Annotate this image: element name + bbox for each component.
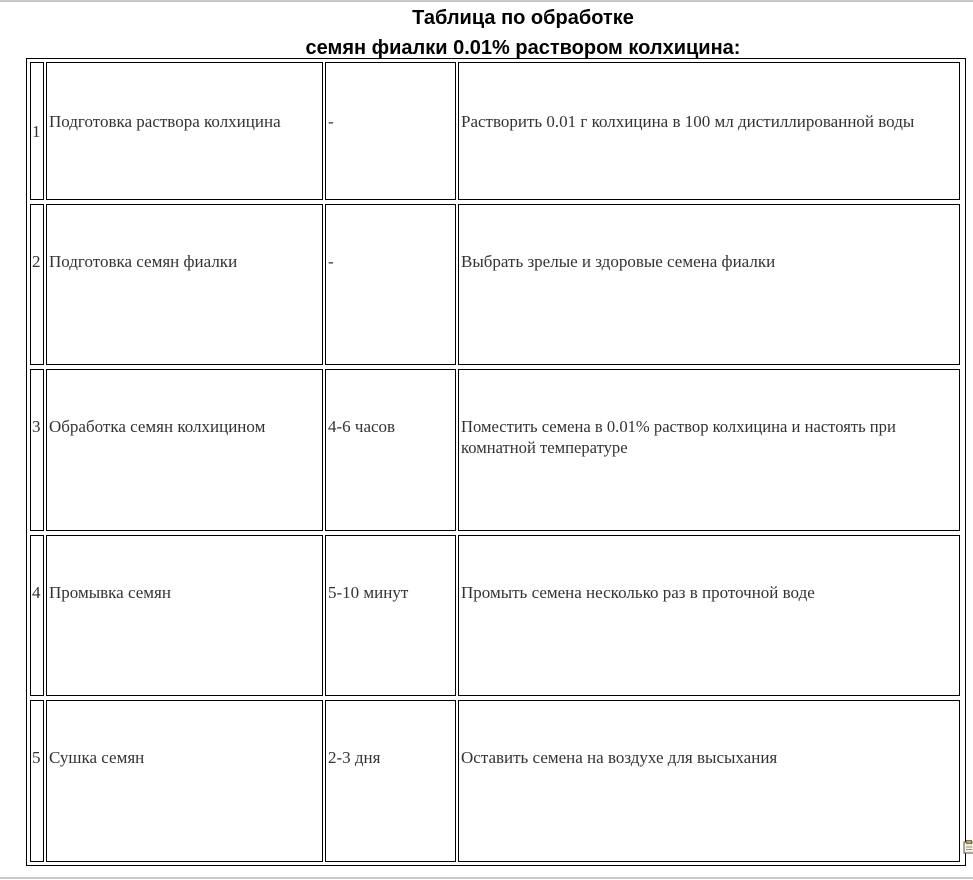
- step-duration: 4-6 часов: [328, 417, 396, 436]
- table-cell-number: [30, 62, 44, 200]
- bottom-divider: [0, 877, 973, 879]
- row-number: 4: [32, 583, 41, 602]
- table-cell-step: [46, 535, 323, 696]
- row-number: 5: [32, 748, 41, 767]
- step-name: Сушка семян: [49, 748, 145, 767]
- step-description: Поместить семена в 0.01% раствор колхицина и настоять при комнатной температуре: [461, 417, 896, 457]
- table-cell-number: [30, 369, 44, 531]
- page-title-line-2: семян фиалки 0.01% раствором колхицина:: [305, 37, 741, 59]
- table-cell-time: [325, 369, 456, 531]
- table-cell-description: [458, 62, 960, 200]
- table-cell-description: [458, 700, 960, 862]
- step-name: Обработка семян колхицином: [49, 417, 266, 436]
- step-name: Промывка семян: [49, 583, 171, 602]
- table-cell-step: [46, 369, 323, 531]
- step-duration: 2-3 дня: [328, 748, 381, 767]
- step-description: Растворить 0.01 г колхицина в 100 мл дистиллированной воды: [461, 112, 915, 131]
- top-divider: [0, 0, 973, 2]
- table-cell-step: [46, 204, 323, 365]
- table-cell-time: [325, 700, 456, 862]
- table-cell-time: [325, 62, 456, 200]
- step-duration: 5-10 минут: [328, 583, 409, 602]
- table-cell-time: [325, 535, 456, 696]
- step-description: Выбрать зрелые и здоровые семена фиалки: [461, 252, 776, 271]
- table-cell-number: [30, 700, 44, 862]
- row-number: 2: [32, 252, 41, 271]
- row-number: 3: [32, 417, 41, 436]
- step-description: Оставить семена на воздухе для высыхания: [461, 748, 778, 767]
- table-cell-description: [458, 535, 960, 696]
- step-name: Подготовка семян фиалки: [49, 252, 238, 271]
- page-title-line-1: Таблица по обработке: [412, 7, 634, 29]
- table-cell-step: [46, 62, 323, 200]
- table-cell-number: [30, 204, 44, 365]
- table-cell-number: [30, 535, 44, 696]
- step-duration: -: [328, 112, 334, 131]
- table-cell-description: [458, 204, 960, 365]
- step-duration: -: [328, 252, 334, 271]
- table-cell-step: [46, 700, 323, 862]
- table-cell-time: [325, 204, 456, 365]
- clipboard-icon[interactable]: [963, 840, 973, 854]
- table-cell-description: [458, 369, 960, 531]
- step-name: Подготовка раствора колхицина: [49, 112, 281, 131]
- row-number: 1: [32, 121, 41, 141]
- treatment-table: [26, 58, 966, 866]
- step-description: Промыть семена несколько раз в проточной воде: [461, 583, 815, 602]
